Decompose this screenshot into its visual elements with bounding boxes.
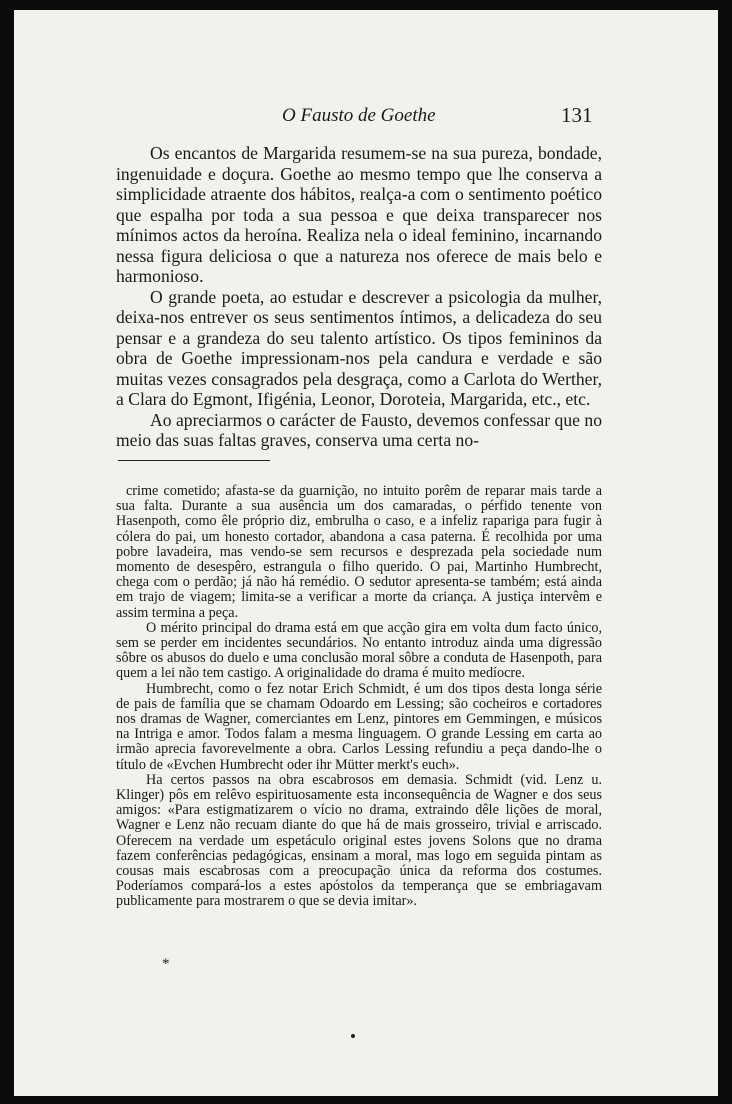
- book-page: [14, 10, 718, 1096]
- footnote-paragraph: crime cometido; afasta-se da guarnição, no intuito porêm de reparar mais tarde a sua falta. Durante a sua ausência um dos camaradas, o pérfido tenente von Hasenpoth, como êle próprio diz, embrulha o caso, e a infeliz rapariga para fugir à cólera do pai, um honesto cortador, abandona a casa paterna. É recolhida por uma pobre lavadeira, mas vendo-se sem recursos e desprezada pela sociedade num momento de desespêro, estrangula o filho querido. O pai, Martinho Humbrecht, chega com o perdão; já não há remédio. O sedutor apresenta-se também; está ainda em trajo de viagem; limita-se a verificar a morte da criança. A justiça intervêm e assim termina a peça.: [116, 483, 602, 621]
- page-number: 131: [561, 103, 593, 127]
- footnote-paragraph: Humbrecht, como o fez notar Erich Schmidt, é um dos tipos desta longa série de pais de família que se chamam Odoardo em Lessing; são cocheiros e cortadores nos dramas de Wagner, comerciantes em Lenz, pintores em Gemmingen, e músicos na Intriga e amor. Todos falam a mesma linguagem. O grande Lessing em carta ao irmão aprecia favorevelmente a obra. Carlos Lessing refundiu a peça dando-lhe o título de «Evchen Humbrecht oder ihr Mütter merkt's euch».: [116, 680, 602, 773]
- footnotes: [116, 484, 602, 910]
- main-paragraph: Ao apreciarmos o carácter de Fausto, devemos confessar que no meio das suas faltas graves, conserva uma certa no-: [116, 409, 602, 450]
- main-text: [116, 143, 602, 451]
- main-paragraph: Os encantos de Margarida resumem-se na sua pureza, bondade, ingenuidade e doçura. Goethe ao mesmo tempo que lhe conserva a simplicidade atraente dos hábitos, realça-a com o sentimento poético que espalha por toda a sua pessoa e que deixa transparecer nos mínimos actos da heroína. Realiza nela o ideal feminino, incarnando nessa figura deliciosa o que a natureza nos oferece de mais belo e harmonioso.: [116, 143, 602, 286]
- footnote-rule: [118, 460, 270, 461]
- page-header: [14, 105, 718, 135]
- running-title: O Fausto de Goethe: [282, 105, 436, 126]
- asterisk-ornament: *: [162, 956, 170, 972]
- main-paragraph: O grande poeta, ao estudar e descrever a psicologia da mulher, deixa-nos entrever os seus sentimentos íntimos, a delicadeza do seu pensar e a grandeza do seu talento artístico. Os tipos femininos da obra de Goethe impressionam-nos pela candura e verdade e são muitas vezes consagrados pela desgraça, como a Carlota do Werther, a Clara do Egmont, Ifigénia, Leonor, Doroteia, Margarida, etc., etc.: [116, 286, 602, 409]
- footnote-paragraph: O mérito principal do drama está em que acção gira em volta dum facto único, sem se perder em incidentes secundários. No entanto introduz ainda uma digressão sôbre os abusos do duelo e uma conclusão moral sôbre a conduta de Hasenpoth, para quem a lei não tem castigo. A originalidade do drama é muito medíocre.: [116, 619, 602, 682]
- footnote-paragraph: Ha certos passos na obra escabrosos em demasia. Schmidt (vid. Lenz u. Klinger) pôs em relêvo espirituosamente esta inconsequência de Wagner e dos seus amigos: «Para estigmatizarem o vício no drama, extraindo dêle lições de moral, Wagner e Lenz não recuam diante do que há de mais grosseiro, trivial e arriscado. Oferecem na verdade um espetáculo original estes jovens Solons que no drama fazem conferências pedagógicas, ensinam a moral, mas logo em seguida pintam as cousas mais escabrosas com a preocupação única da reforma dos costumes. Poderíamos compará-los a estes apóstolos da temperança que se embriagavam publicamente para mostrarem o que se devia imitar».: [116, 771, 602, 910]
- ink-speck: [351, 1034, 355, 1038]
